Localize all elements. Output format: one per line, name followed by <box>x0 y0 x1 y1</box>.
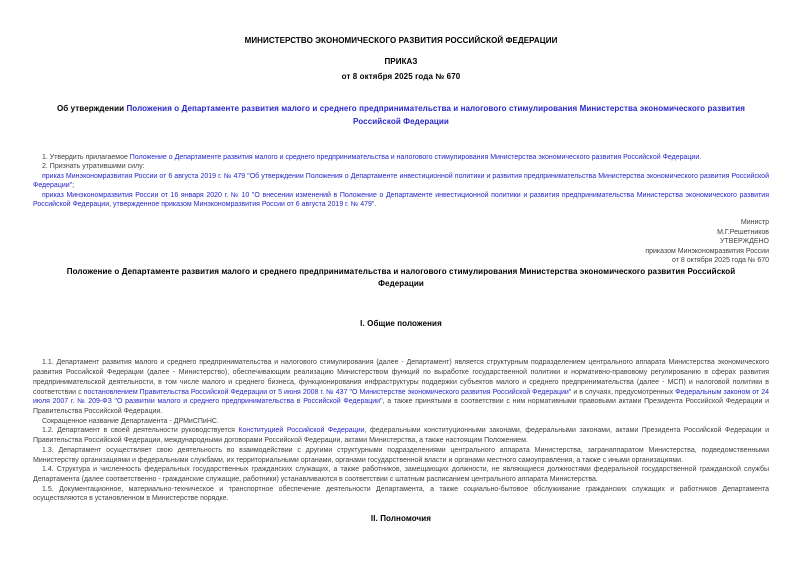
revoked-order-1-punct: ; <box>72 182 75 190</box>
paragraph-1-1-text-2: и в случаях, предусмотренных <box>571 388 676 396</box>
constitution-link[interactable]: Конституцией Российской Федерации <box>238 427 365 435</box>
paragraph-1-2-text-1: 1.2. Департамент в своей деятельности руководствуется <box>42 427 239 435</box>
subject-regulation-link[interactable]: Положения о Департаменте развития малого и среднего предпринимательства и налогового стимулирования Министерства экономического развития Российской Федерации <box>126 104 746 126</box>
paragraph-1-1-text-3: , а также принятыми в соответствии с ним нормативными правовыми актами Президента Российской Федерации и Правительства Российской Федерации. <box>33 398 769 415</box>
government-resolution-437-link[interactable]: постановлением Правительства Российской Федерации от 5 июня 2008 г. № 437 "О Министерстве экономического развития Российской Федерации" <box>83 388 572 396</box>
order-item-1-period: . <box>699 154 702 161</box>
revoked-order-1 <box>33 172 769 191</box>
order-item-1-regulation-link[interactable]: Положение о Департаменте развития малого и среднего предпринимательства и налогового стимулирования Министерства экономического развития Российской Федерации <box>129 154 700 161</box>
section-1-heading: I. Общие положения <box>360 319 442 329</box>
minister-name: М.Г.Решетников <box>717 228 769 236</box>
revoked-order-1-link[interactable]: приказ Минэкономразвития России от 6 августа 2019 г. № 479 "Об утверждении Положения о Департаменте инвестиционной политики и развития предпринимательства Министерства экономического развития Российской Федерации" <box>33 172 769 190</box>
revoked-order-2-punct: . <box>374 201 377 209</box>
regulation-title: Положение о Департаменте развития малого и среднего предпринимательства и налогового стимулирования Министерства экономического развития Российской Федерации <box>66 267 736 288</box>
signature-block <box>33 218 769 265</box>
paragraph-short-name: Сокращенное название Департамента - ДРМиСПиНС. <box>42 417 219 425</box>
order-item-1-text: 1. Утвердить прилагаемое <box>42 154 130 161</box>
revoked-order-2-link[interactable]: приказ Минэкономразвития России от 16 января 2020 г. № 10 "О внесении изменений в Положение о Департаменте инвестиционной политики и развития предпринимательства Министерства экономического развития Российской Федерации, утвержденное приказом Минэкономразвития России от 6 августа 2019 г. № 479" <box>33 191 769 209</box>
subject-prefix: Об утверждении <box>56 104 127 113</box>
order-items <box>33 153 769 209</box>
minister-title: Министр <box>740 219 769 227</box>
paragraph-1-1-text-1: 1.1. Департамент развития малого и среднего предпринимательства и налогового стимулирования (далее - Департамент) является структурным подразделением центрального аппарата Министерства экономического развития Российской Федерации (далее - Министерство), обеспечивающим реализацию Министерством функций по выработке государственной политики и нормативно-правовому регулированию в сферах развития предпринимательской деятельности, в том числе малого и среднего бизнеса, функционирования инфраструктуры поддержки субъектов малого и среднего предпринимательства (далее - МСП) и налоговой политики в соответствии с <box>33 359 769 396</box>
paragraph-1-4: 1.4. Структура и численность федеральных государственных гражданских служащих, а также работников, замещающих должности, не являющиеся должностями федеральной государственной гражданской службы Департамента (далее соответственно - гражданские служащие, работники) устанавливаются в соответствии с штатным расписанием центрального аппарата Министерства. <box>33 466 769 483</box>
document-subject <box>33 103 769 128</box>
approved-by: приказом Минэкономразвития России <box>645 247 769 255</box>
paragraph-1-2 <box>33 426 769 445</box>
section-2-heading: II. Полномочия <box>370 514 432 524</box>
ministry-name: МИНИСТЕРСТВО ЭКОНОМИЧЕСКОГО РАЗВИТИЯ РОССИЙСКОЙ ФЕДЕРАЦИИ <box>244 36 558 45</box>
approved-date: от 8 октября 2025 года № 670 <box>671 257 769 265</box>
document-date-number: от 8 октября 2025 года № 670 <box>341 72 461 81</box>
document-type: ПРИКАЗ <box>384 57 418 66</box>
order-item-1 <box>33 153 769 162</box>
order-item-2: 2. Признать утратившими силу: <box>42 163 145 171</box>
paragraph-1-3: 1.3. Департамент осуществляет свою деятельность во взаимодействии с другими структурными подразделениями центрального аппарата Министерства, загранаппаратом Министерства, подведомственными Министерству организациями и федеральными службами, их территориальными органами, органами государственной власти и органами местного самоуправления, а также с иными организациями. <box>33 446 769 464</box>
paragraph-1-1 <box>33 358 769 416</box>
revoked-order-2 <box>33 191 769 210</box>
approved-label: УТВЕРЖДЕНО <box>719 238 769 246</box>
federal-law-209-fz-link[interactable]: Федеральным законом от 24 июля 2007 г. № 209-ФЗ "О развитии малого и среднего предпринимательства в Российской Федерации" <box>33 388 769 406</box>
paragraph-1-5: 1.5. Документационное, материально-техническое и транспортное обеспечение деятельности Департамента, а также социально-бытовое обслуживание гражданских служащих и работников Департамента осуществляются в установленном в Министерстве порядке. <box>33 485 769 503</box>
paragraph-1-2-text-2: , федеральными конституционными законами, федеральными законами, актами Президента Российской Федерации и Правительства Российской Федерации, международными договорами Российской Федерации, актами Министерства, а также настоящим Положением. <box>33 427 769 445</box>
